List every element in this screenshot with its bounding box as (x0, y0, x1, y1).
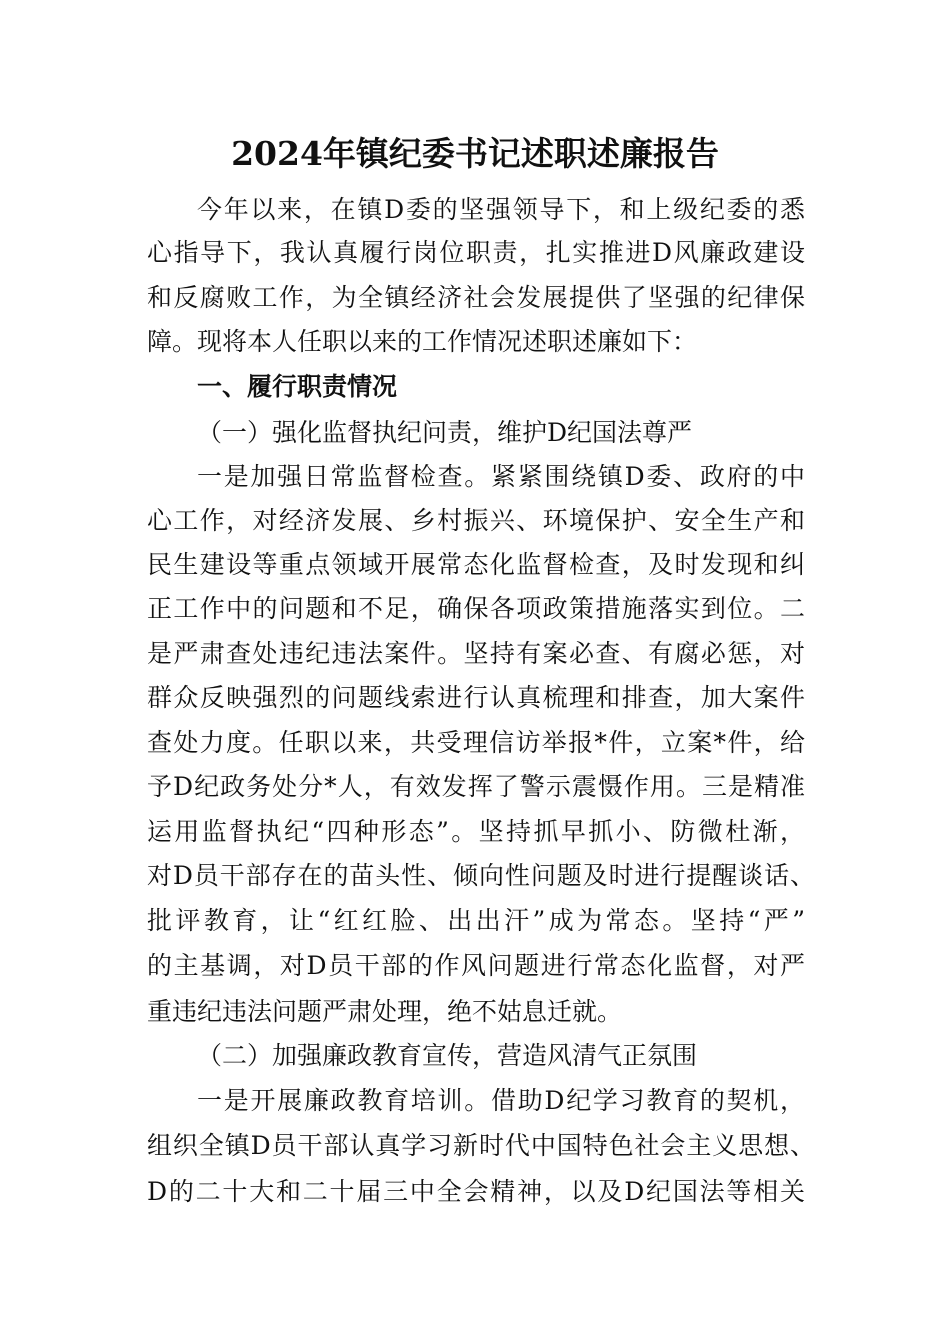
paragraph-line: 予D纪政务处分*人，有效发挥了警示震慑作用。三是精准 (147, 772, 805, 801)
paragraph-line: 群众反映强烈的问题线索进行认真梳理和排查，加大案件 (147, 683, 805, 712)
section-heading: 一、履行职责情况 (197, 372, 398, 401)
paragraph-line: 心指导下，我认真履行岗位职责，扎实推进D风廉政建设 (147, 238, 805, 267)
paragraph-line: D的二十大和二十届三中全会精神，以及D纪国法等相关 (147, 1177, 805, 1206)
paragraph-line: 对D员干部存在的苗头性、倾向性问题及时进行提醒谈话、 (147, 861, 815, 890)
paragraph-line: 重违纪违法问题严肃处理，绝不姑息迁就。 (147, 997, 623, 1026)
paragraph-line: 的主基调，对D员干部的作风问题进行常态化监督，对严 (147, 951, 805, 980)
paragraph-line: 批评教育，让“红红脸、出出汗”成为常态。坚持“严” (147, 906, 805, 935)
paragraph-line: 是严肃查处违纪违法案件。坚持有案必查、有腐必惩，对 (147, 639, 805, 668)
subsection-heading: （一）强化监督执纪问责，维护D纪国法尊严 (197, 418, 693, 447)
paragraph-line: 一是开展廉政教育培训。借助D纪学习教育的契机， (197, 1086, 805, 1115)
paragraph-line: 正工作中的问题和不足，确保各项政策措施落实到位。二 (147, 594, 805, 623)
paragraph-line: 民生建设等重点领域开展常态化监督检查，及时发现和纠 (147, 550, 805, 579)
paragraph-line: 一是加强日常监督检查。紧紧围绕镇D委、政府的中 (197, 462, 805, 491)
paragraph-line: 运用监督执纪“四种形态”。坚持抓早抓小、防微杜渐， (147, 817, 805, 846)
paragraph-line: 今年以来，在镇D委的坚强领导下，和上级纪委的悉 (197, 195, 805, 224)
paragraph-line: 和反腐败工作，为全镇经济社会发展提供了坚强的纪律保 (147, 283, 805, 312)
document-title: 2024年镇纪委书记述职述廉报告 (231, 134, 719, 173)
subsection-heading: （二）加强廉政教育宣传，营造风清气正氛围 (197, 1041, 698, 1070)
paragraph-line: 障。现将本人任职以来的工作情况述职述廉如下： (147, 327, 698, 356)
paragraph-line: 心工作，对经济发展、乡村振兴、环境保护、安全生产和 (147, 506, 805, 535)
paragraph-line: 查处力度。任职以来，共受理信访举报*件，立案*件，给 (147, 728, 805, 757)
paragraph-line: 组织全镇D员干部认真学习新时代中国特色社会主义思想、 (147, 1131, 815, 1160)
